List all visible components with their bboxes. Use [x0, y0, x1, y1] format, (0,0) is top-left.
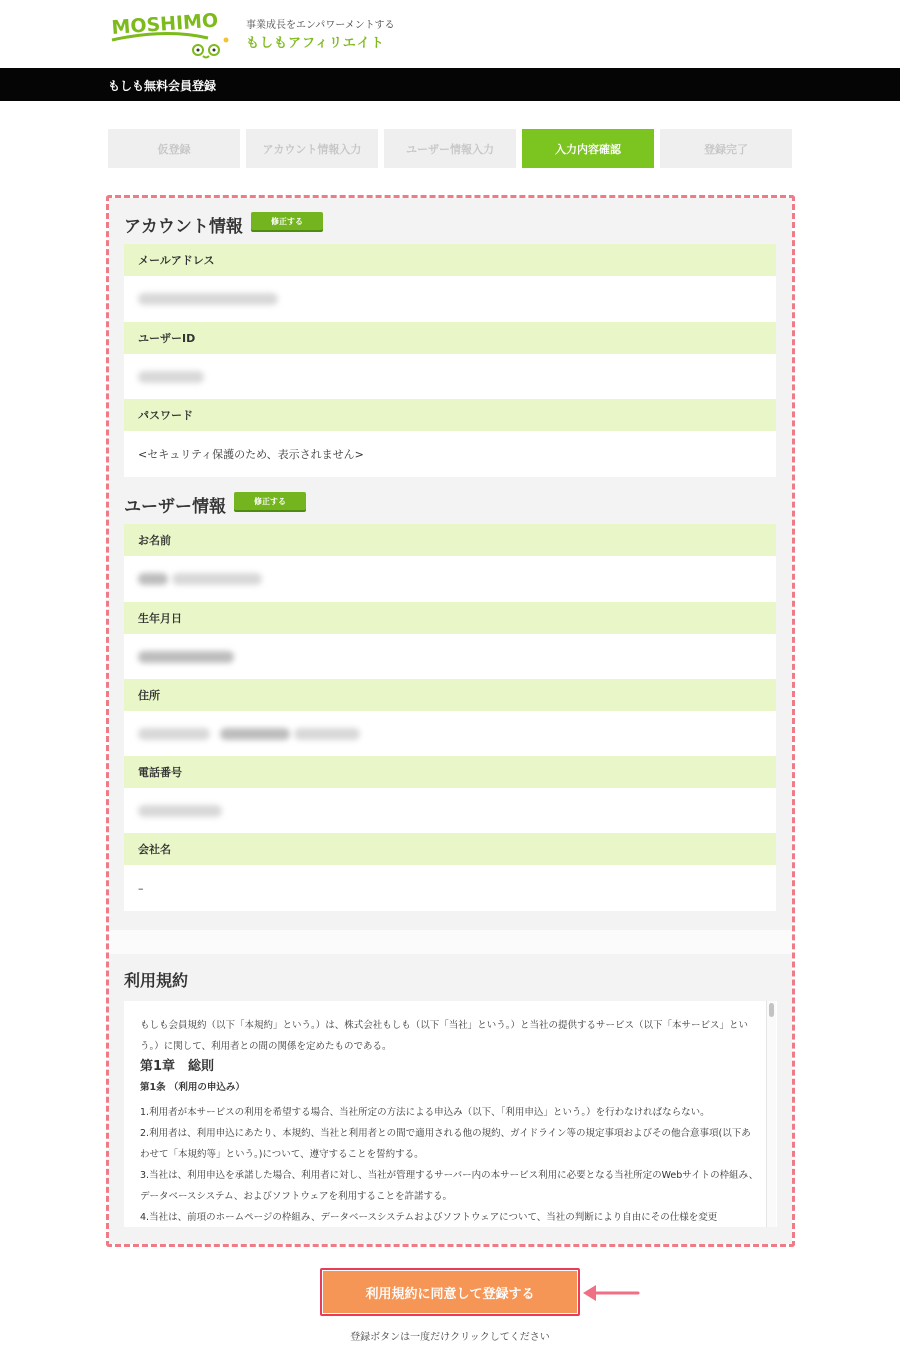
- birthday-label: 生年月日: [124, 602, 776, 634]
- birthday-value: [124, 634, 776, 680]
- password-value: <セキュリティ保護のため、表示されません>: [124, 431, 776, 477]
- step-confirm: 入力内容確認: [522, 129, 654, 168]
- edit-user-button[interactable]: 修正する: [234, 492, 306, 510]
- phone-label: 電話番号: [124, 756, 776, 788]
- moshimo-logo[interactable]: [106, 10, 236, 60]
- birthday-redacted: [138, 651, 234, 663]
- edit-account-button[interactable]: 修正する: [251, 212, 323, 230]
- userid-value: [124, 354, 776, 400]
- phone-redacted: [138, 805, 222, 817]
- email-label: メールアドレス: [124, 244, 776, 276]
- address-value: [124, 711, 776, 757]
- page-title: もしも無料会員登録: [108, 79, 217, 93]
- email-value: [124, 276, 776, 322]
- terms-paragraph: 4.当社は、前項のホームページの枠組み、データベースシステムおよびソフトウェアについて、当社の判断により自由にその仕様を変更: [140, 1212, 718, 1223]
- section-spacer: [109, 930, 792, 954]
- terms-intro: もしも会員規約（以下「本規約」という。）は、株式会社もしも（以下「当社」という。）と当社の提供するサービス（以下「本サービス」という。）に関して、利用者との間の関係を定めたものである。: [140, 1020, 749, 1052]
- name-redacted-b: [172, 573, 262, 585]
- name-label: お名前: [124, 524, 776, 556]
- brand-name: もしもアフィリエイト: [246, 36, 385, 51]
- terms-article: 第1条 （利用の申込み）: [140, 1082, 245, 1093]
- name-value: [124, 556, 776, 602]
- terms-paragraph: 2.利用者は、利用申込にあたり、本規約、当社と利用者との間で適用される他の規約、ガイドライン等の規定事項およびその他合意事項(以下あわせて「本規約等」という。)について、遵守することを誓約する。: [140, 1128, 751, 1160]
- company-value: –: [124, 865, 776, 911]
- address-redacted-a: [138, 728, 210, 740]
- step-complete: 登録完了: [660, 129, 792, 168]
- userid-label: ユーザーID: [124, 322, 776, 354]
- phone-value: [124, 788, 776, 834]
- submit-note: 登録ボタンは一度だけクリックしてください: [350, 1332, 550, 1343]
- password-label: パスワード: [124, 399, 776, 431]
- terms-chapter: 第1章 総則: [140, 1059, 215, 1074]
- user-heading: ユーザー情報: [124, 497, 226, 517]
- tagline: 事業成長をエンパワーメントする: [246, 20, 395, 31]
- email-redacted: [138, 293, 278, 305]
- company-label: 会社名: [124, 833, 776, 865]
- progress-steps: [108, 129, 792, 169]
- step-account-info: アカウント情報入力: [246, 129, 378, 168]
- page-title-bar: [0, 68, 900, 101]
- account-heading: アカウント情報: [124, 217, 243, 237]
- agree-submit-button[interactable]: 利用規約に同意して登録する: [323, 1271, 577, 1313]
- terms-scrollbar[interactable]: [766, 1001, 776, 1227]
- svg-text:MOSHIMO: MOSHIMO: [110, 10, 219, 39]
- terms-paragraph: 1.利用者が本サービスの利用を希望する場合、当社所定の方法による申込み（以下、「利用申込」という。）を行わなければならない。: [140, 1107, 710, 1118]
- pointer-arrow-icon: [580, 1282, 640, 1304]
- address-label: 住所: [124, 679, 776, 711]
- userid-redacted: [138, 371, 204, 383]
- site-header: [0, 0, 900, 68]
- terms-paragraph: 3.当社は、利用申込を承諾した場合、利用者に対し、当社が管理するサーバー内の本サービス利用に必要となる当社所定のWebサイトの枠組み、データベースシステム、およびソフトウェアを利用することを許諾する。: [140, 1170, 759, 1202]
- terms-scroll-area[interactable]: [124, 1001, 777, 1227]
- step-user-info: ユーザー情報入力: [384, 129, 516, 168]
- terms-text: [140, 1015, 760, 1227]
- scroll-thumb[interactable]: [769, 1003, 774, 1017]
- terms-heading: 利用規約: [124, 971, 189, 990]
- name-redacted-a: [138, 573, 168, 585]
- step-provisional: 仮登録: [108, 129, 240, 168]
- address-redacted-b: [220, 728, 290, 740]
- address-redacted-c: [294, 728, 360, 740]
